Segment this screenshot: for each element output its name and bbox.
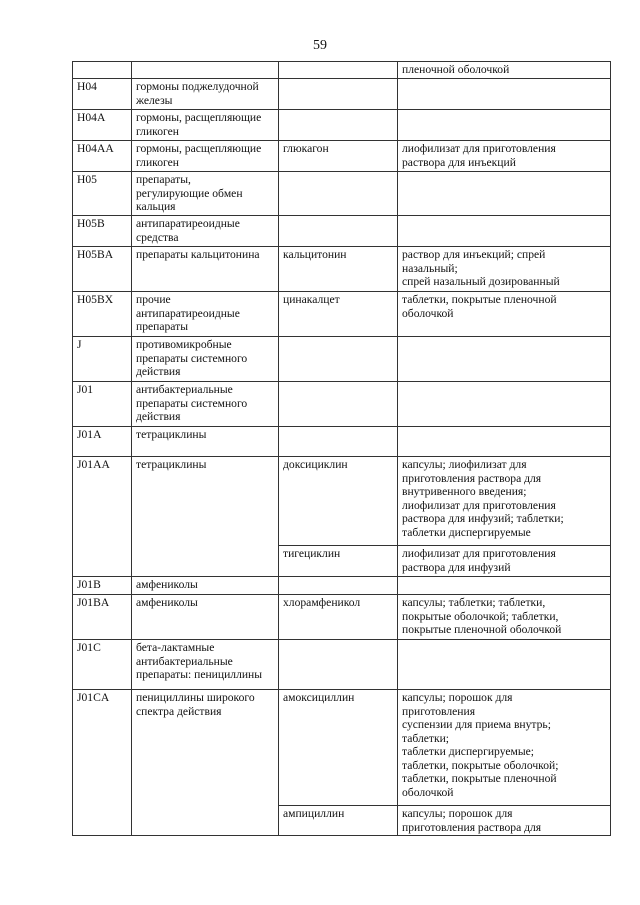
table-row [73, 79, 611, 110]
group-name-cell: тетрациклины [132, 427, 279, 457]
table-row [73, 427, 611, 457]
dosage-form-cell: капсулы; порошок для приготовления суспензии для приема внутрь; таблетки; таблетки диспергируемые; таблетки, покрытые оболочкой; таблетки, покрытые пленочной оболочкой [398, 690, 611, 806]
group-name-cell: пенициллины широкого спектра действия [132, 690, 279, 836]
drug-classification-table [72, 61, 611, 836]
group-name-cell: гормоны, расщепляющие гликоген [132, 110, 279, 141]
drug-name-cell: доксициклин [279, 457, 398, 546]
drug-name-cell: кальцитонин [279, 247, 398, 292]
atc-code-cell: J01A [73, 427, 132, 457]
drug-name-cell: ампициллин [279, 806, 398, 836]
group-name-cell: противомикробные препараты системного действия [132, 337, 279, 382]
table-row [73, 62, 611, 79]
atc-code-cell: H05BX [73, 292, 132, 337]
drug-name-cell: цинакалцет [279, 292, 398, 337]
drug-name-cell [279, 216, 398, 247]
atc-code-cell: H05BA [73, 247, 132, 292]
atc-code-cell: J01AA [73, 457, 132, 577]
group-name-cell: тетрациклины [132, 457, 279, 577]
dosage-form-cell [398, 337, 611, 382]
table-row [73, 292, 611, 337]
drug-name-cell [279, 110, 398, 141]
dosage-form-cell [398, 110, 611, 141]
atc-code-cell: J [73, 337, 132, 382]
atc-code-cell: J01CA [73, 690, 132, 836]
table-row [73, 640, 611, 690]
drug-name-cell [279, 79, 398, 110]
atc-code-cell: J01C [73, 640, 132, 690]
atc-code-cell: J01BA [73, 595, 132, 640]
dosage-form-cell: капсулы; таблетки; таблетки, покрытые оболочкой; таблетки, покрытые пленочной оболочкой [398, 595, 611, 640]
table-row [73, 457, 611, 546]
group-name-cell: гормоны поджелудочной железы [132, 79, 279, 110]
atc-code-cell [73, 62, 132, 79]
dosage-form-cell [398, 172, 611, 216]
group-name-cell: амфениколы [132, 577, 279, 595]
dosage-form-cell: пленочной оболочкой [398, 62, 611, 79]
table-row [73, 172, 611, 216]
atc-code-cell: H04 [73, 79, 132, 110]
dosage-form-cell: лиофилизат для приготовления раствора для инъекций [398, 141, 611, 172]
dosage-form-cell [398, 640, 611, 690]
page-number: 59 [313, 38, 327, 53]
table-row [73, 216, 611, 247]
atc-code-cell: H05 [73, 172, 132, 216]
dosage-form-cell: лиофилизат для приготовления раствора для инфузий [398, 546, 611, 577]
table-row [73, 337, 611, 382]
dosage-form-cell: таблетки, покрытые пленочной оболочкой [398, 292, 611, 337]
drug-name-cell: глюкагон [279, 141, 398, 172]
drug-name-cell [279, 640, 398, 690]
drug-name-cell [279, 337, 398, 382]
table-row [73, 141, 611, 172]
dosage-form-cell: раствор для инъекций; спрей назальный; спрей назальный дозированный [398, 247, 611, 292]
group-name-cell: антибактериальные препараты системного действия [132, 382, 279, 427]
group-name-cell: гормоны, расщепляющие гликоген [132, 141, 279, 172]
atc-code-cell: H04AA [73, 141, 132, 172]
drug-name-cell [279, 172, 398, 216]
dosage-form-cell [398, 216, 611, 247]
drug-name-cell [279, 577, 398, 595]
table-row [73, 595, 611, 640]
dosage-form-cell [398, 577, 611, 595]
group-name-cell: препараты кальцитонина [132, 247, 279, 292]
group-name-cell: прочие антипаратиреоидные препараты [132, 292, 279, 337]
group-name-cell: препараты, регулирующие обмен кальция [132, 172, 279, 216]
drug-name-cell [279, 382, 398, 427]
drug-name-cell [279, 427, 398, 457]
dosage-form-cell [398, 382, 611, 427]
group-name-cell: антипаратиреоидные средства [132, 216, 279, 247]
table-row [73, 247, 611, 292]
dosage-form-cell: капсулы; лиофилизат для приготовления раствора для внутривенного введения; лиофилизат для приготовления раствора для инфузий; таблетки; таблетки диспергируемые [398, 457, 611, 546]
dosage-form-cell [398, 79, 611, 110]
drug-name-cell [279, 62, 398, 79]
drug-name-cell: хлорамфеникол [279, 595, 398, 640]
group-name-cell: амфениколы [132, 595, 279, 640]
atc-code-cell: J01B [73, 577, 132, 595]
table-row [73, 382, 611, 427]
group-name-cell: бета-лактамные антибактериальные препараты: пенициллины [132, 640, 279, 690]
atc-code-cell: H04A [73, 110, 132, 141]
table-row [73, 577, 611, 595]
dosage-form-cell [398, 427, 611, 457]
table-row [73, 690, 611, 806]
atc-code-cell: H05B [73, 216, 132, 247]
group-name-cell [132, 62, 279, 79]
atc-code-cell: J01 [73, 382, 132, 427]
drug-name-cell: амоксициллин [279, 690, 398, 806]
dosage-form-cell: капсулы; порошок для приготовления раствора для [398, 806, 611, 836]
drug-name-cell: тигециклин [279, 546, 398, 577]
table-row [73, 110, 611, 141]
